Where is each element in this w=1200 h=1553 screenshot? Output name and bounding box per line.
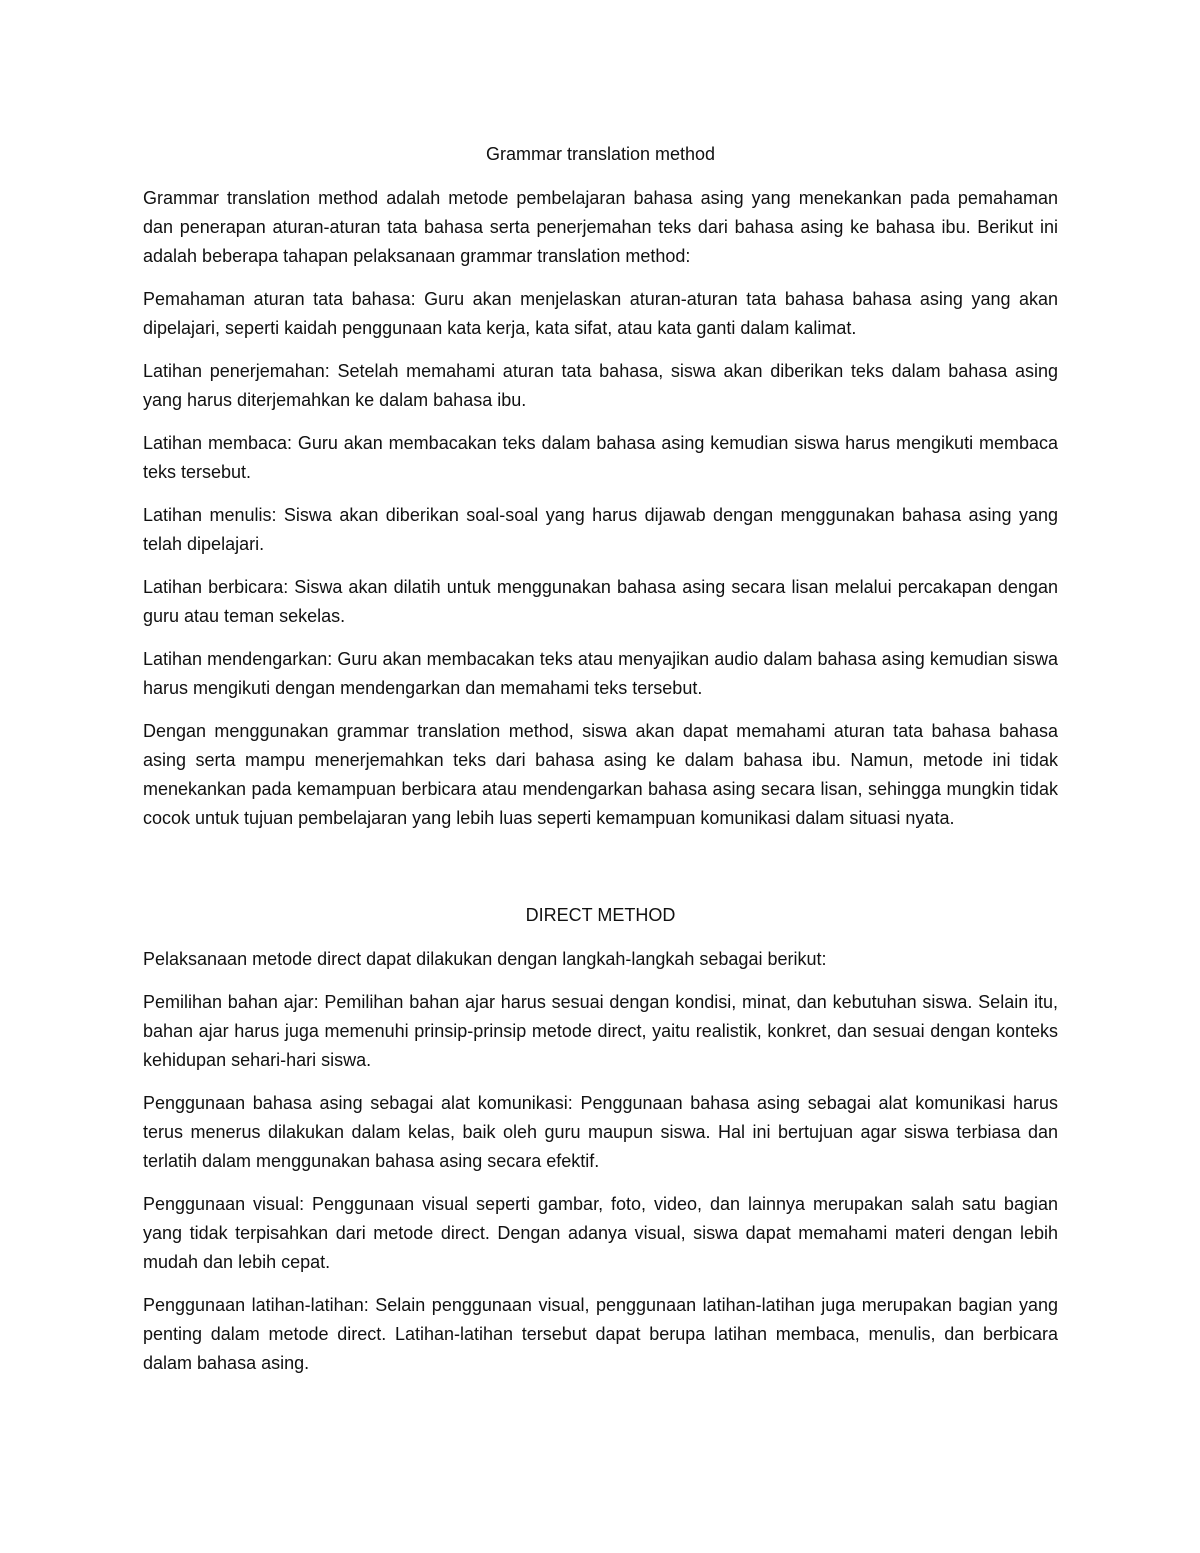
paragraph-gtm-conclusion: Dengan menggunakan grammar translation method, siswa akan dapat memahami aturan tata bahasa bahasa asing serta mampu menerjemahkan teks dari bahasa asing ke dalam bahasa ibu. Namun, metode ini tidak menekankan pada kemampuan berbicara atau mendengarkan bahasa asing secara lisan, sehingga mungkin tidak cocok untuk tujuan pembelajaran yang lebih luas seperti kemampuan komunikasi dalam situasi nyata. — [143, 721, 1058, 828]
paragraph-gtm-step-translation: Latihan penerjemahan: Setelah memahami aturan tata bahasa, siswa akan diberikan teks dalam bahasa asing yang harus diterjemahkan ke dalam bahasa ibu. — [143, 361, 1058, 410]
paragraph-dm-visual-use: Penggunaan visual: Penggunaan visual seperti gambar, foto, video, dan lainnya merupakan salah satu bagian yang tidak terpisahkan dari metode direct. Dengan adanya visual, siswa dapat memahami materi dengan lebih mudah dan lebih cepat. — [143, 1194, 1058, 1272]
paragraph-gtm-intro: Grammar translation method adalah metode pembelajaran bahasa asing yang menekankan pada pemahaman dan penerapan aturan-aturan tata bahasa serta penerjemahan teks dari bahasa asing ke bahasa ibu. Berikut ini adalah beberapa tahapan pelaksanaan grammar translation method: — [143, 188, 1058, 266]
paragraph-gtm-step-reading: Latihan membaca: Guru akan membacakan teks dalam bahasa asing kemudian siswa harus mengikuti membaca teks tersebut. — [143, 433, 1058, 482]
document-page — [143, 140, 1058, 1392]
paragraph-dm-exercises: Penggunaan latihan-latihan: Selain penggunaan visual, penggunaan latihan-latihan juga merupakan bagian yang penting dalam metode direct. Latihan-latihan tersebut dapat berupa latihan membaca, menulis, dan berbicara dalam bahasa asing. — [143, 1295, 1058, 1373]
paragraph-gtm-step-listening: Latihan mendengarkan: Guru akan membacakan teks atau menyajikan audio dalam bahasa asing kemudian siswa harus mengikuti dengan mendengarkan dan memahami teks tersebut. — [143, 649, 1058, 698]
paragraph-dm-foreign-language-use: Penggunaan bahasa asing sebagai alat komunikasi: Penggunaan bahasa asing sebagai alat komunikasi harus terus menerus dilakukan dalam kelas, baik oleh guru maupun siswa. Hal ini bertujuan agar siswa terbiasa dan terlatih dalam menggunakan bahasa asing secara efektif. — [143, 1093, 1058, 1171]
section-title-direct-method: DIRECT METHOD — [525, 905, 676, 925]
paragraph-gtm-step-speaking: Latihan berbicara: Siswa akan dilatih untuk menggunakan bahasa asing secara lisan melalui percakapan dengan guru atau teman sekelas. — [143, 577, 1058, 626]
paragraph-dm-intro: Pelaksanaan metode direct dapat dilakukan dengan langkah-langkah sebagai berikut: — [143, 949, 827, 969]
paragraph-dm-material-selection: Pemilihan bahan ajar: Pemilihan bahan ajar harus sesuai dengan kondisi, minat, dan kebutuhan siswa. Selain itu, bahan ajar harus juga memenuhi prinsip-prinsip metode direct, yaitu realistik, konkret, dan sesuai dengan konteks kehidupan sehari-hari siswa. — [143, 992, 1058, 1070]
paragraph-gtm-step-grammar-rules: Pemahaman aturan tata bahasa: Guru akan menjelaskan aturan-aturan tata bahasa bahasa asing yang akan dipelajari, seperti kaidah penggunaan kata kerja, kata sifat, atau kata ganti dalam kalimat. — [143, 289, 1058, 338]
paragraph-gtm-step-writing: Latihan menulis: Siswa akan diberikan soal-soal yang harus dijawab dengan menggunakan bahasa asing yang telah dipelajari. — [143, 505, 1058, 554]
section-spacer — [143, 847, 1058, 901]
section-title-grammar-translation: Grammar translation method — [485, 144, 716, 164]
